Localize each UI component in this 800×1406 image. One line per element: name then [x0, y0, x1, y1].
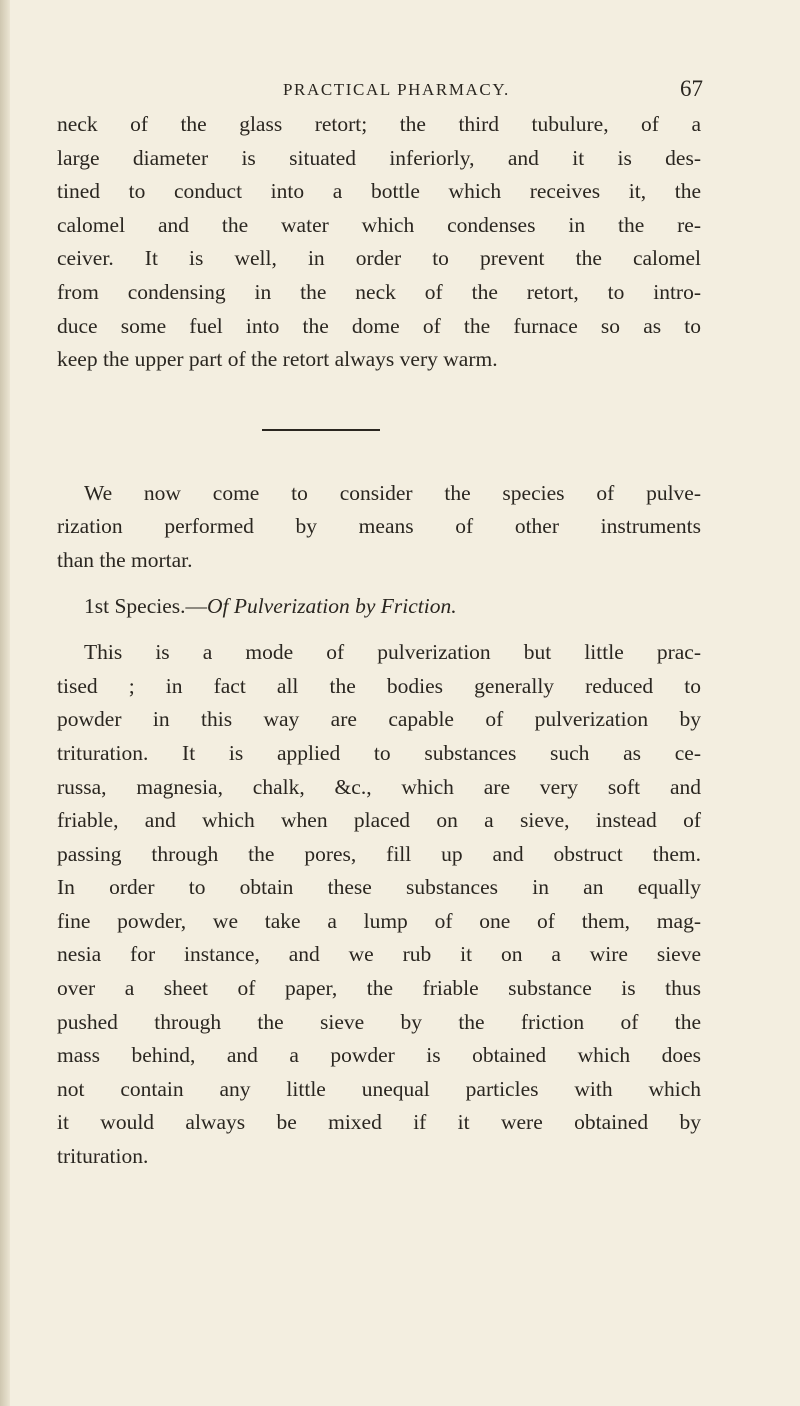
text-line: duce some fuel into the dome of the furnace so as to	[57, 313, 701, 338]
text-line: mass behind, and a powder is obtained which does	[57, 1043, 701, 1068]
text-line: trituration.	[57, 1144, 149, 1169]
species-title: Of Pulverization by Friction.	[207, 593, 457, 618]
text-line: tined to conduct into a bottle which receives it, the	[57, 179, 701, 204]
species-heading	[57, 590, 701, 624]
text-line: tised ; in fact all the bodies generally reduced to	[57, 673, 701, 698]
text-line: powder in this way are capable of pulverization by	[57, 707, 701, 732]
text-line: calomel and the water which condenses in the re-	[57, 212, 701, 237]
body-text	[57, 108, 701, 1174]
page-edge	[0, 0, 10, 1406]
text-line: not contain any little unequal particles with which	[57, 1076, 701, 1101]
text-line: large diameter is situated inferiorly, and it is des-	[57, 145, 701, 170]
text-line: neck of the glass retort; the third tubulure, of a	[57, 112, 701, 136]
text-line: We now come to consider the species of pulve-	[84, 480, 701, 505]
running-head: PRACTICAL PHARMACY.	[283, 80, 510, 99]
section-divider	[262, 429, 380, 431]
text-line: pushed through the sieve by the friction of the	[57, 1009, 701, 1034]
text-line: ceiver. It is well, in order to prevent the calomel	[57, 246, 701, 271]
text-line: from condensing in the neck of the retort, to intro-	[57, 279, 701, 304]
text-line: it would always be mixed if it were obtained by	[57, 1110, 701, 1135]
text-line: In order to obtain these substances in an equally	[57, 875, 701, 900]
text-line: rization performed by means of other instruments	[57, 514, 701, 539]
paragraph-intro	[57, 477, 701, 578]
text-line: trituration. It is applied to substances such as ce-	[57, 740, 701, 765]
page-header	[283, 76, 703, 106]
text-line: friable, and which when placed on a sieve, instead of	[57, 808, 701, 833]
text-line: over a sheet of paper, the friable substance is thus	[57, 976, 701, 1001]
species-number: 1st Species.—	[84, 593, 208, 618]
text-line: russa, magnesia, chalk, &c., which are very soft and	[57, 774, 701, 799]
text-line: nesia for instance, and we rub it on a wire sieve	[57, 942, 701, 967]
text-line: This is a mode of pulverization but little prac-	[84, 640, 701, 665]
text-line: keep the upper part of the retort always very warm.	[57, 347, 498, 372]
paragraph-friction	[57, 636, 701, 1174]
text-line: fine powder, we take a lump of one of them, mag-	[57, 908, 701, 933]
paragraph-retort	[57, 108, 701, 377]
text-line: passing through the pores, fill up and obstruct them.	[57, 841, 701, 866]
page-number: 67	[680, 76, 703, 101]
text-line: than the mortar.	[57, 547, 193, 572]
